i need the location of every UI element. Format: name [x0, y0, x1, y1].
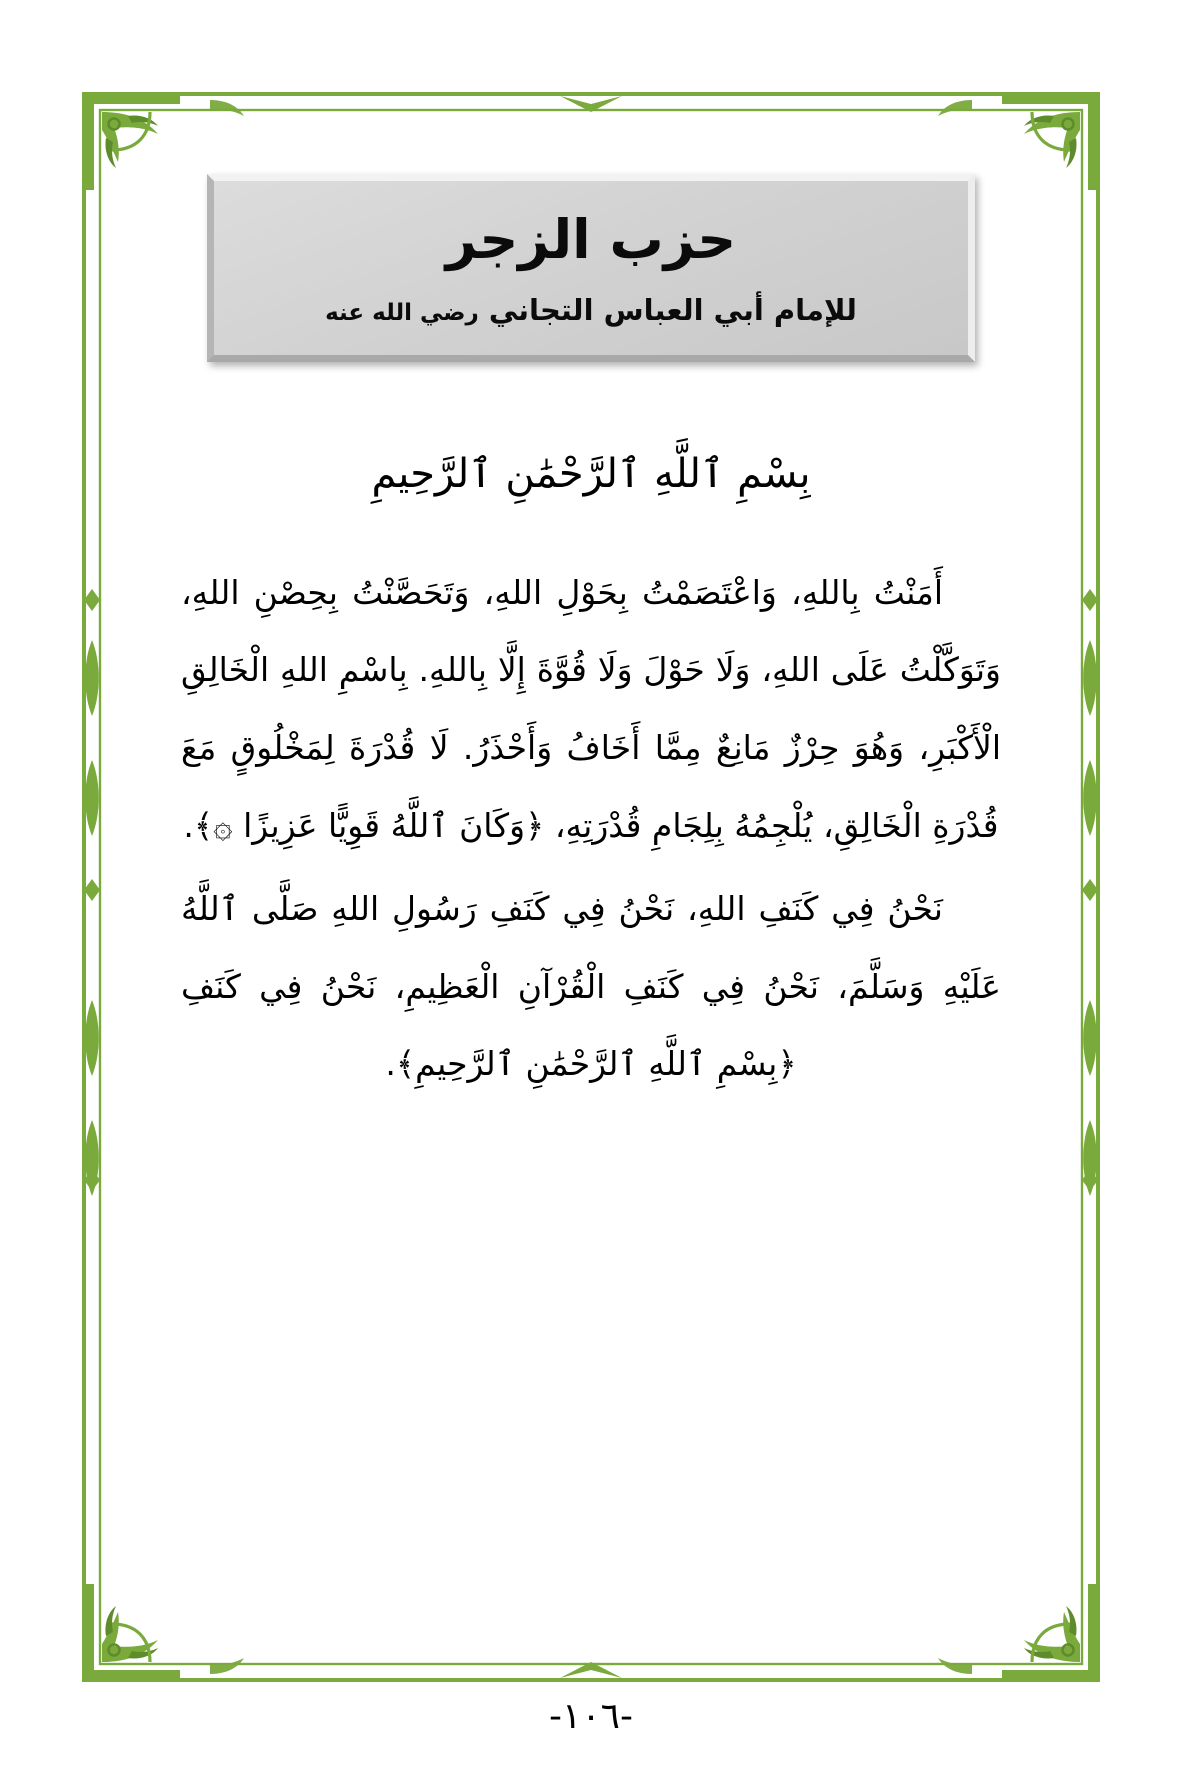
subtitle-author: للإمام أبي العباس التجاني — [488, 292, 857, 327]
basmala-calligraphy: بِسْمِ ٱللَّهِ ٱلرَّحْمَٰنِ ٱلرَّحِيمِ — [371, 450, 811, 497]
body-text — [181, 554, 1001, 1103]
title-plaque — [207, 174, 975, 362]
page-content — [110, 96, 1072, 1676]
page-number: -١٠٦- — [548, 1696, 633, 1737]
subtitle-honorific: رضي الله عنه — [325, 299, 479, 326]
body-paragraph-2: نَحْنُ فِي كَنَفِ اللهِ، نَحْنُ فِي كَنَفِ رَسُولِ اللهِ صَلَّى ٱللَّهُ عَلَيْهِ وَسَلَّمَ، نَحْنُ فِي كَنَفِ الْقُرْآنِ الْعَظِيمِ، نَحْنُ فِي كَنَفِ ﴿بِسْمِ ٱللَّهِ ٱلرَّحْمَٰنِ ٱلرَّحِيمِ﴾. — [181, 889, 1001, 1084]
title-plaque-wrapper — [207, 174, 975, 362]
page-subtitle — [234, 289, 948, 331]
body-paragraph-1: أَمَنْتُ بِاللهِ، وَاعْتَصَمْتُ بِحَوْلِ اللهِ، وَتَحَصَّنْتُ بِحِصْنِ اللهِ، وَتَوَكَّلْتُ عَلَى اللهِ، وَلَا حَوْلَ وَلَا قُوَّةَ إِلَّا بِاللهِ. بِاسْمِ اللهِ الْخَالِقِ الْأَكْبَرِ، وَهُوَ حِرْزٌ مَانِعٌ مِمَّا أَخَافُ وَأَحْذَرُ. لَا قُدْرَةَ لِمَخْلُوقٍ مَعَ قُدْرَةِ الْخَالِقِ، يُلْجِمُهُ بِلِجَامِ قُدْرَتِهِ، ﴿وَكَانَ ٱللَّهُ قَوِيًّا عَزِيزًا ۞﴾. — [181, 572, 1001, 845]
page-title: حزب الزجر — [445, 208, 737, 271]
